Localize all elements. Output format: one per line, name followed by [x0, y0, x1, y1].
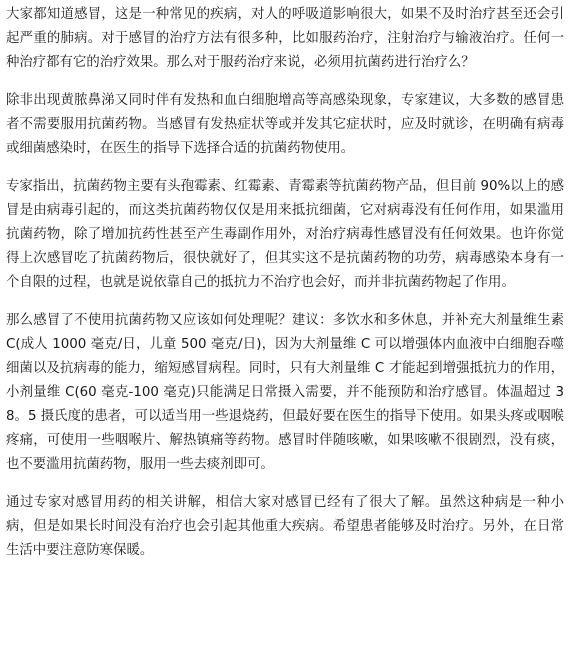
paragraph-conclusion: 通过专家对感冒用药的相关讲解，相信大家对感冒已经有了很大了解。虽然这种病是一种小病，但是如果长时间没有治疗也会引起其他重大疾病。希望患者能够及时治疗。另外，在日常生活中要注意防寒保暖。: [6, 495, 564, 558]
paragraph-treatment: 那么感冒了不使用抗菌药物又应该如何处理呢？建议：多饮水和多休息，并补充大剂量维生素 C(成人 1000 毫克/日，儿童 500 毫克/日)，因为大剂量维 C 可以增强体内血液中白细胞吞噬细菌以及抗病毒的能力，缩短感冒病程。同时，只有大剂量维 C 才能起到增强抵抗力的作用，小剂量维 C(60 毫克-100 毫克)只能满足日常摄入需要，并不能预防和治疗感冒。体温超过 38。5 摄氏度的患者，可以适当用一些退烧药，但最好要在医生的指导下使用。如果头疼或咽喉疼痛，可使用一些咽喉片、解热镇痛等药物。感冒时伴随咳嗽，如果咳嗽不很剧烈，没有痰，也不要滥用抗菌药物，服用一些去痰剂即可。: [6, 313, 564, 472]
paragraph-antibiotics: 专家指出，抗菌药物主要有头孢霉素、红霉素、青霉素等抗菌药物产品，但目前 90%以上的感冒是由病毒引起的，而这类抗菌药物仅仅是用来抵抗细菌，它对病毒没有任何作用，如果滥用抗菌药物，除了增加抗药性甚至产生毒副作用外，对治疗病毒性感冒没有任何效果。也许你觉得上次感冒吃了抗菌药物后，很快就好了，但其实这不是抗菌药物的功劳，病毒感染本身有一个自限的过程，也就是说依靠自己的抵抗力不治疗也会好，而并非抗菌药物起了作用。: [6, 179, 564, 290]
paragraph-intro: 大家都知道感冒，这是一种常见的疾病，对人的呼吸道影响很大，如果不及时治疗甚至还会引起严重的肺病。对于感冒的治疗方法有很多种，比如服药治疗，注射治疗与输液治疗。任何一种治疗都有它的治疗效果。那么对于服药治疗来说，必须用抗菌药进行治疗么？: [6, 7, 564, 70]
paragraph-expert-advice: 除非出现黄脓鼻涕又同时伴有发热和血白细胞增高等高感染现象，专家建议，大多数的感冒患者不需要服用抗菌药物。当感冒有发热症状等或并发其它症状时，应及时就诊，在明确有病毒或细菌感染时，在医生的指导下选择合适的抗菌药物使用。: [6, 93, 564, 156]
